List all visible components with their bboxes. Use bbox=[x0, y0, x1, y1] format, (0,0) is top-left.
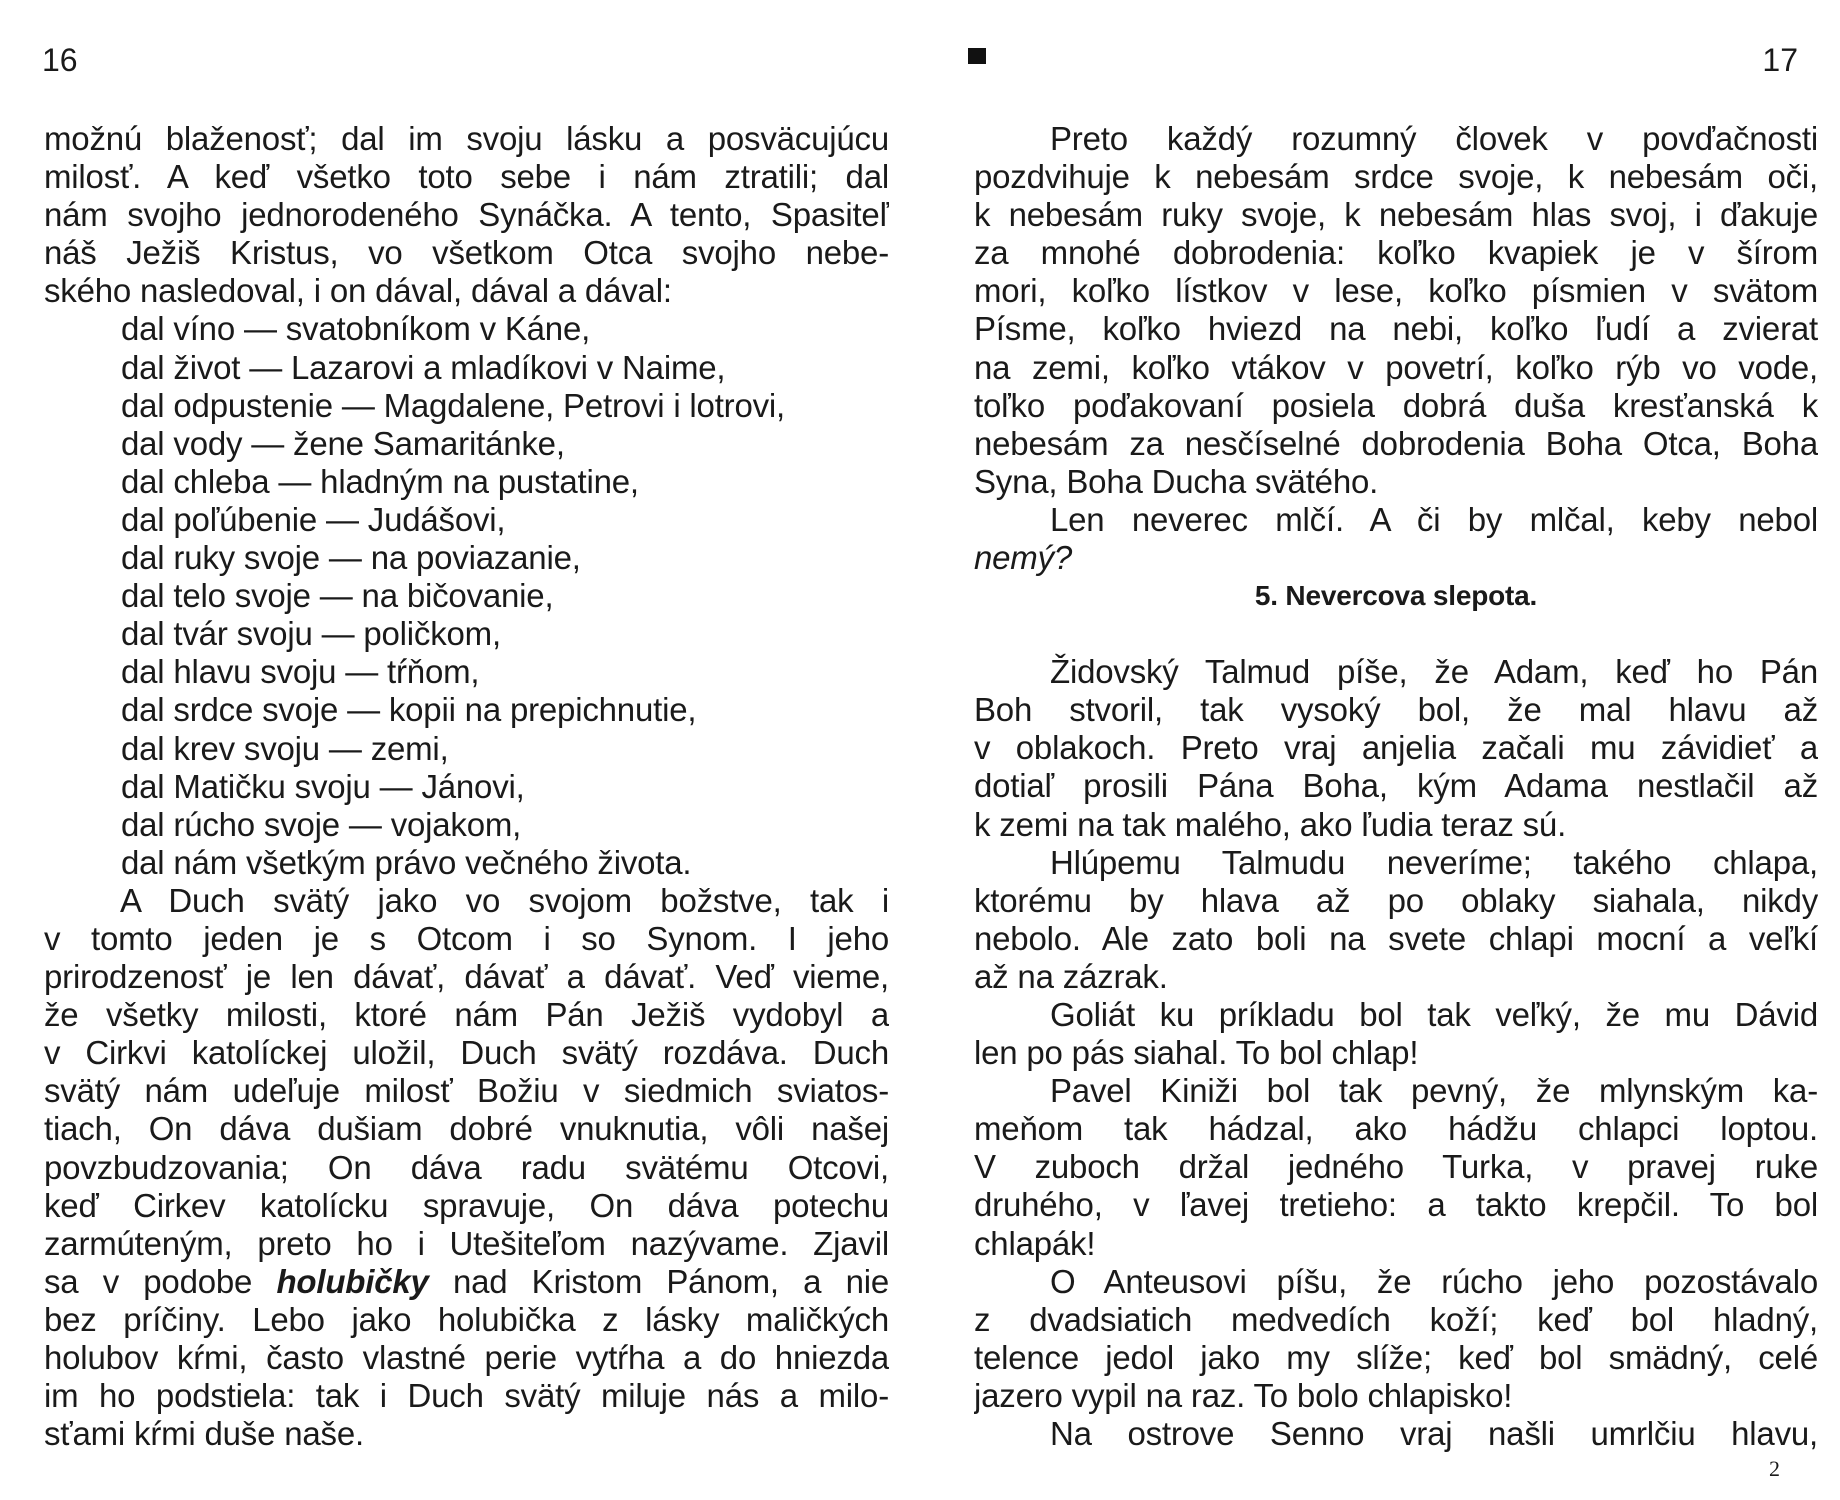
list-item: dal hlavu svoju — tŕňom, bbox=[121, 653, 480, 691]
text-line: v oblakoch. Preto vraj anjelia začali mu závidieť a bbox=[974, 729, 1818, 767]
list-item: dal chleba — hladným na pustatine, bbox=[121, 462, 639, 500]
page-number: 16 bbox=[42, 42, 78, 78]
text-fragment: nad Kristom Pánom, a nie bbox=[452, 1262, 889, 1300]
text-line: náš Ježiš Kristus, vo všetkom Otca svojho nebe- bbox=[44, 234, 889, 272]
text-line: holubov kŕmi, často vlastné perie vytŕha a do hniezda bbox=[44, 1339, 889, 1376]
section-heading bbox=[974, 577, 1818, 653]
text-line: Na ostrove Senno vraj našli umrlčiu hlavu, bbox=[1050, 1415, 1818, 1452]
text-line: A Duch svätý jako vo svojom božstve, tak i bbox=[120, 881, 889, 919]
list-item: dal ruky svoje — na poviazanie, bbox=[121, 539, 581, 577]
text-line: prirodzenosť je len dávať, dávať a dávať. Veď vieme, bbox=[44, 958, 889, 996]
text-line: druhého, v ľavej tretieho: a takto krepčil. To bol bbox=[974, 1186, 1818, 1224]
text-line: k zemi na tak malého, ako ľudia teraz sú. bbox=[974, 805, 1567, 843]
text-line: Hlúpemu Talmudu neveríme; takého chlapa, bbox=[1050, 843, 1818, 881]
text-line: na zemi, koľko vtákov v povetrí, koľko rýb vo vode, bbox=[974, 348, 1818, 386]
left-text-column bbox=[44, 120, 889, 1453]
text-line: Goliát ku príkladu bol tak veľký, že mu Dávid bbox=[1050, 995, 1818, 1033]
list-item: dal nám všetkým právo večného života. bbox=[121, 843, 692, 881]
list-item: dal život — Lazarovi a mladíkovi v Naime, bbox=[121, 348, 726, 386]
text-line: nebesám za nesčíselné dobrodenia Boha Otca, Boha bbox=[974, 424, 1818, 462]
text-line: za mnohé dobrodenia: koľko kvapiek je v šírom bbox=[974, 234, 1818, 272]
right-page bbox=[920, 0, 1840, 1500]
text-line: O Anteusovi píšu, že rúcho jeho pozostávalo bbox=[1050, 1262, 1818, 1300]
list-item: dal víno — svatobníkom v Káne, bbox=[121, 310, 591, 348]
text-line: bez príčiny. Lebo jako holubička z lásky maličkých bbox=[44, 1300, 889, 1338]
text-line: Boh stvoril, tak vysoký bol, že mal hlavu až bbox=[974, 691, 1818, 729]
text-line: Syna, Boha Ducha svätého. bbox=[974, 462, 1379, 500]
text-line: dotiaľ prosili Pána Boha, kým Adama nestlačil až bbox=[974, 767, 1818, 805]
text-line: im ho podstiela: tak i Duch svätý miluje nás a milo- bbox=[44, 1377, 889, 1415]
text-line: z dvadsiatich medvedích koží; keď bol hladný, bbox=[974, 1300, 1818, 1338]
text-line: Pavel Kiniži bol tak pevný, že mlynským ka- bbox=[1050, 1072, 1818, 1110]
text-line: meňom tak hádzal, ako hádžu chlapci loptou. bbox=[974, 1110, 1818, 1148]
emphasis-text: nemý? bbox=[974, 539, 1073, 577]
list-item: dal telo svoje — na bičovanie, bbox=[121, 577, 554, 615]
text-line: zarmúteným, preto ho i Utešiteľom nazývame. Zjavil bbox=[44, 1224, 889, 1262]
text-line: v tomto jeden je s Otcom i so Synom. I jeho bbox=[44, 919, 889, 957]
text-line: ktorému by hlava až po oblaky siahala, nikdy bbox=[974, 881, 1818, 919]
list-item: dal Matičku svoju — Jánovi, bbox=[121, 767, 525, 805]
list-item: dal odpustenie — Magdalene, Petrovi i lotrovi, bbox=[121, 386, 786, 424]
text-line bbox=[44, 1263, 889, 1301]
text-line: chlapák! bbox=[974, 1224, 1096, 1262]
list-item: dal krev svoju — zemi, bbox=[121, 729, 449, 767]
right-text-column bbox=[974, 120, 1818, 1453]
list-item: dal poľúbenie — Judášovi, bbox=[121, 500, 506, 538]
signature-mark: 2 bbox=[1769, 1456, 1780, 1481]
list-item: dal srdce svoje — kopii na prepichnutie, bbox=[121, 691, 697, 729]
text-line: k nebesám ruky svoje, k nebesám hlas svoj, i ďakuje bbox=[974, 196, 1818, 234]
section-heading-text: 5. Nevercova slepota. bbox=[1254, 580, 1538, 612]
list-item: dal rúcho svoje — vojakom, bbox=[121, 805, 522, 843]
text-line: toľko poďakovaní posiela dobrá duša kresťanská k bbox=[974, 386, 1818, 424]
text-line: jazero vypil na raz. To bolo chlapisko! bbox=[974, 1376, 1513, 1414]
text-line: ského nasledoval, i on dával, dával a dával: bbox=[44, 272, 672, 310]
text-line: až na zázrak. bbox=[974, 957, 1168, 995]
text-line: len po pás siahal. To bol chlap! bbox=[974, 1034, 1419, 1072]
printer-mark bbox=[968, 48, 986, 64]
text-line: Len neverec mlčí. A či by mlčal, keby nebol bbox=[1050, 500, 1818, 538]
text-line: v Cirkvi katolíckej uložil, Duch svätý rozdáva. Duch bbox=[44, 1034, 889, 1072]
text-line: Preto každý rozumný človek v povďačnosti bbox=[1050, 120, 1818, 157]
text-line: milosť. A keď všetko toto sebe i nám ztratili; dal bbox=[44, 158, 889, 196]
text-line: svätý nám udeľuje milosť Božiu v siedmich sviatos- bbox=[44, 1072, 889, 1110]
text-line: Písme, koľko hviezd na nebi, koľko ľudí a zvierat bbox=[974, 310, 1818, 348]
text-line: V zuboch držal jedného Turka, v pravej ruke bbox=[974, 1148, 1818, 1186]
emphasis-text: holubičky bbox=[276, 1262, 429, 1300]
text-line: nebolo. Ale zato boli na svete chlapi mocní a veľkí bbox=[974, 919, 1818, 957]
list-item: dal tvár svoju — poličkom, bbox=[121, 615, 501, 653]
text-line: možnú blaženosť; dal im svoju lásku a posväcujúcu bbox=[44, 120, 889, 157]
text-line: mori, koľko lístkov v lese, koľko písmien v svätom bbox=[974, 272, 1818, 310]
text-line: pozdvihuje k nebesám srdce svoje, k nebesám oči, bbox=[974, 158, 1818, 196]
page-number: 17 bbox=[1762, 42, 1798, 78]
text-line: nám svojho jednorodeného Synáčka. A tento, Spasiteľ bbox=[44, 196, 889, 234]
text-line: že všetky milosti, ktoré nám Pán Ježiš vydobyl a bbox=[44, 996, 889, 1034]
text-line: keď Cirkev katolícku spravuje, On dáva potechu bbox=[44, 1186, 889, 1224]
text-line: sťami kŕmi duše naše. bbox=[44, 1415, 364, 1453]
text-line: povzbudzovania; On dáva radu svätému Otcovi, bbox=[44, 1148, 889, 1186]
text-line: Židovský Talmud píše, že Adam, keď ho Pán bbox=[1050, 653, 1818, 691]
list-item: dal vody — žene Samaritánke, bbox=[121, 424, 565, 462]
text-line: telence jedol jako my slíže; keď bol smädný, celé bbox=[974, 1338, 1818, 1376]
text-fragment: sa v podobe bbox=[44, 1262, 253, 1300]
text-line: tiach, On dáva dušiam dobré vnuknutia, vôli našej bbox=[44, 1110, 889, 1148]
